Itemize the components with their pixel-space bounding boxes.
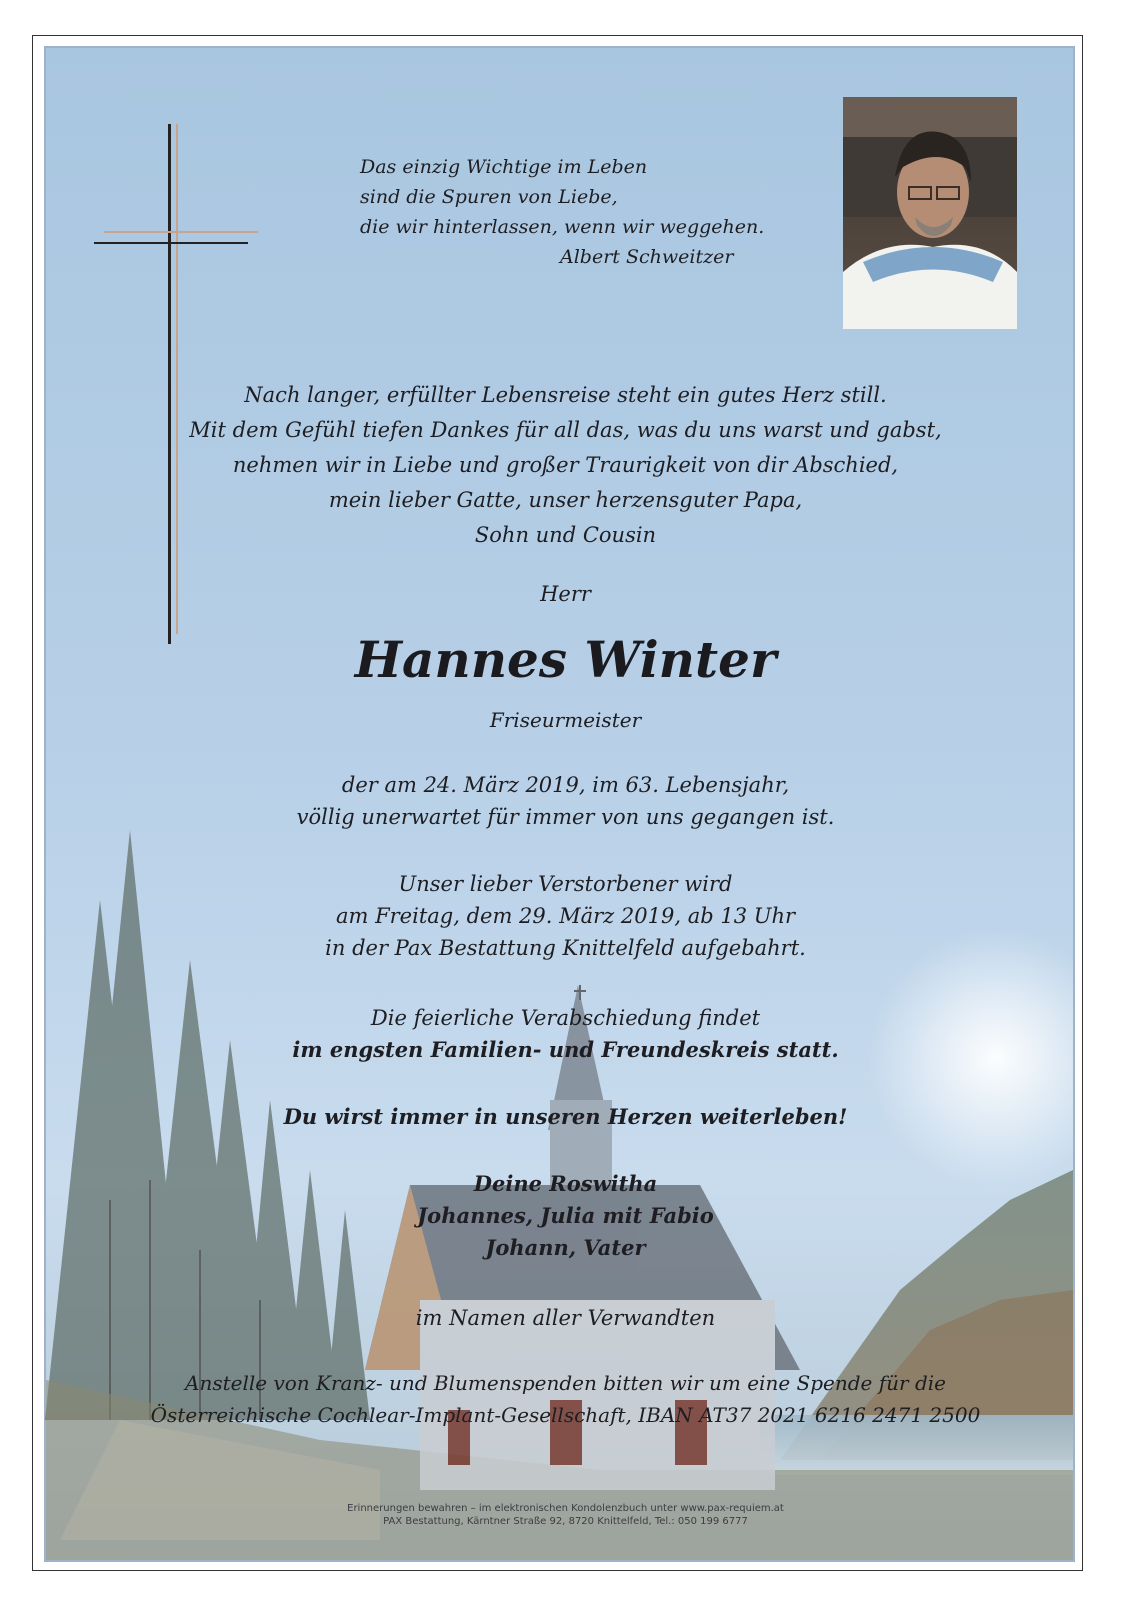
viewing-notice — [0, 868, 1131, 964]
farewell-line-bold: im engsten Familien- und Freundeskreis statt. — [292, 1037, 839, 1062]
profession: Friseurmeister — [489, 708, 642, 732]
footer-line: Erinnerungen bewahren – im elektronischen Kondolenzbuch unter www.pax-requiem.at — [347, 1503, 784, 1514]
closing-line: Du wirst immer in unseren Herzen weiterleben! — [283, 1104, 848, 1129]
portrait-drawing — [843, 97, 1017, 329]
salutation: Herr — [540, 582, 591, 606]
mourner-line: Deine Roswitha — [473, 1171, 658, 1196]
deceased-name: Hannes Winter — [354, 630, 777, 689]
death-notice — [0, 769, 1131, 833]
intro-text — [0, 378, 1131, 553]
relatives-line: im Namen aller Verwandten — [415, 1306, 716, 1330]
quote-line: sind die Spuren von Liebe, — [360, 186, 618, 208]
intro-line: Mit dem Gefühl tiefen Dankes für all das, was du uns warst und gabst, — [189, 418, 942, 442]
viewing-line: in der Pax Bestattung Knittelfeld aufgebahrt. — [325, 936, 806, 960]
viewing-line: Unser lieber Verstorbener wird — [398, 872, 733, 896]
farewell-notice — [0, 1002, 1131, 1066]
footer-line: PAX Bestattung, Kärntner Straße 92, 8720 Knittelfeld, Tel.: 050 199 6777 — [383, 1516, 748, 1527]
mourners — [0, 1168, 1131, 1264]
footer — [0, 1502, 1131, 1528]
donation-notice — [0, 1367, 1131, 1431]
cross-horizontal — [94, 242, 248, 244]
quote-line: die wir hinterlassen, wenn wir weggehen. — [360, 216, 765, 238]
portrait-photo — [843, 97, 1017, 329]
intro-line: Nach langer, erfüllter Lebensreise steht ein gutes Herz still. — [244, 383, 887, 407]
farewell-line: Die feierliche Verabschiedung findet — [370, 1006, 761, 1030]
intro-line: Sohn und Cousin — [474, 523, 657, 547]
intro-line: mein lieber Gatte, unser herzensguter Papa, — [328, 488, 803, 512]
donation-line: Österreichische Cochlear-Implant-Gesellschaft, IBAN AT37 2021 6216 2471 2500 — [150, 1403, 981, 1427]
quote-block — [360, 152, 780, 272]
mourner-line: Johann, Vater — [485, 1235, 646, 1260]
mourner-line: Johannes, Julia mit Fabio — [417, 1203, 714, 1228]
intro-line: nehmen wir in Liebe und großer Traurigkeit von dir Abschied, — [232, 453, 899, 477]
death-line: völlig unerwartet für immer von uns gegangen ist. — [296, 805, 835, 829]
viewing-line: am Freitag, dem 29. März 2019, ab 13 Uhr — [335, 904, 796, 928]
cross-horizontal-accent — [104, 231, 258, 233]
death-line: der am 24. März 2019, im 63. Lebensjahr, — [341, 773, 790, 797]
quote-author: Albert Schweitzer — [560, 246, 734, 268]
quote-line: Das einzig Wichtige im Leben — [360, 156, 648, 178]
donation-line: Anstelle von Kranz- und Blumenspenden bitten wir um eine Spende für die — [185, 1371, 946, 1395]
